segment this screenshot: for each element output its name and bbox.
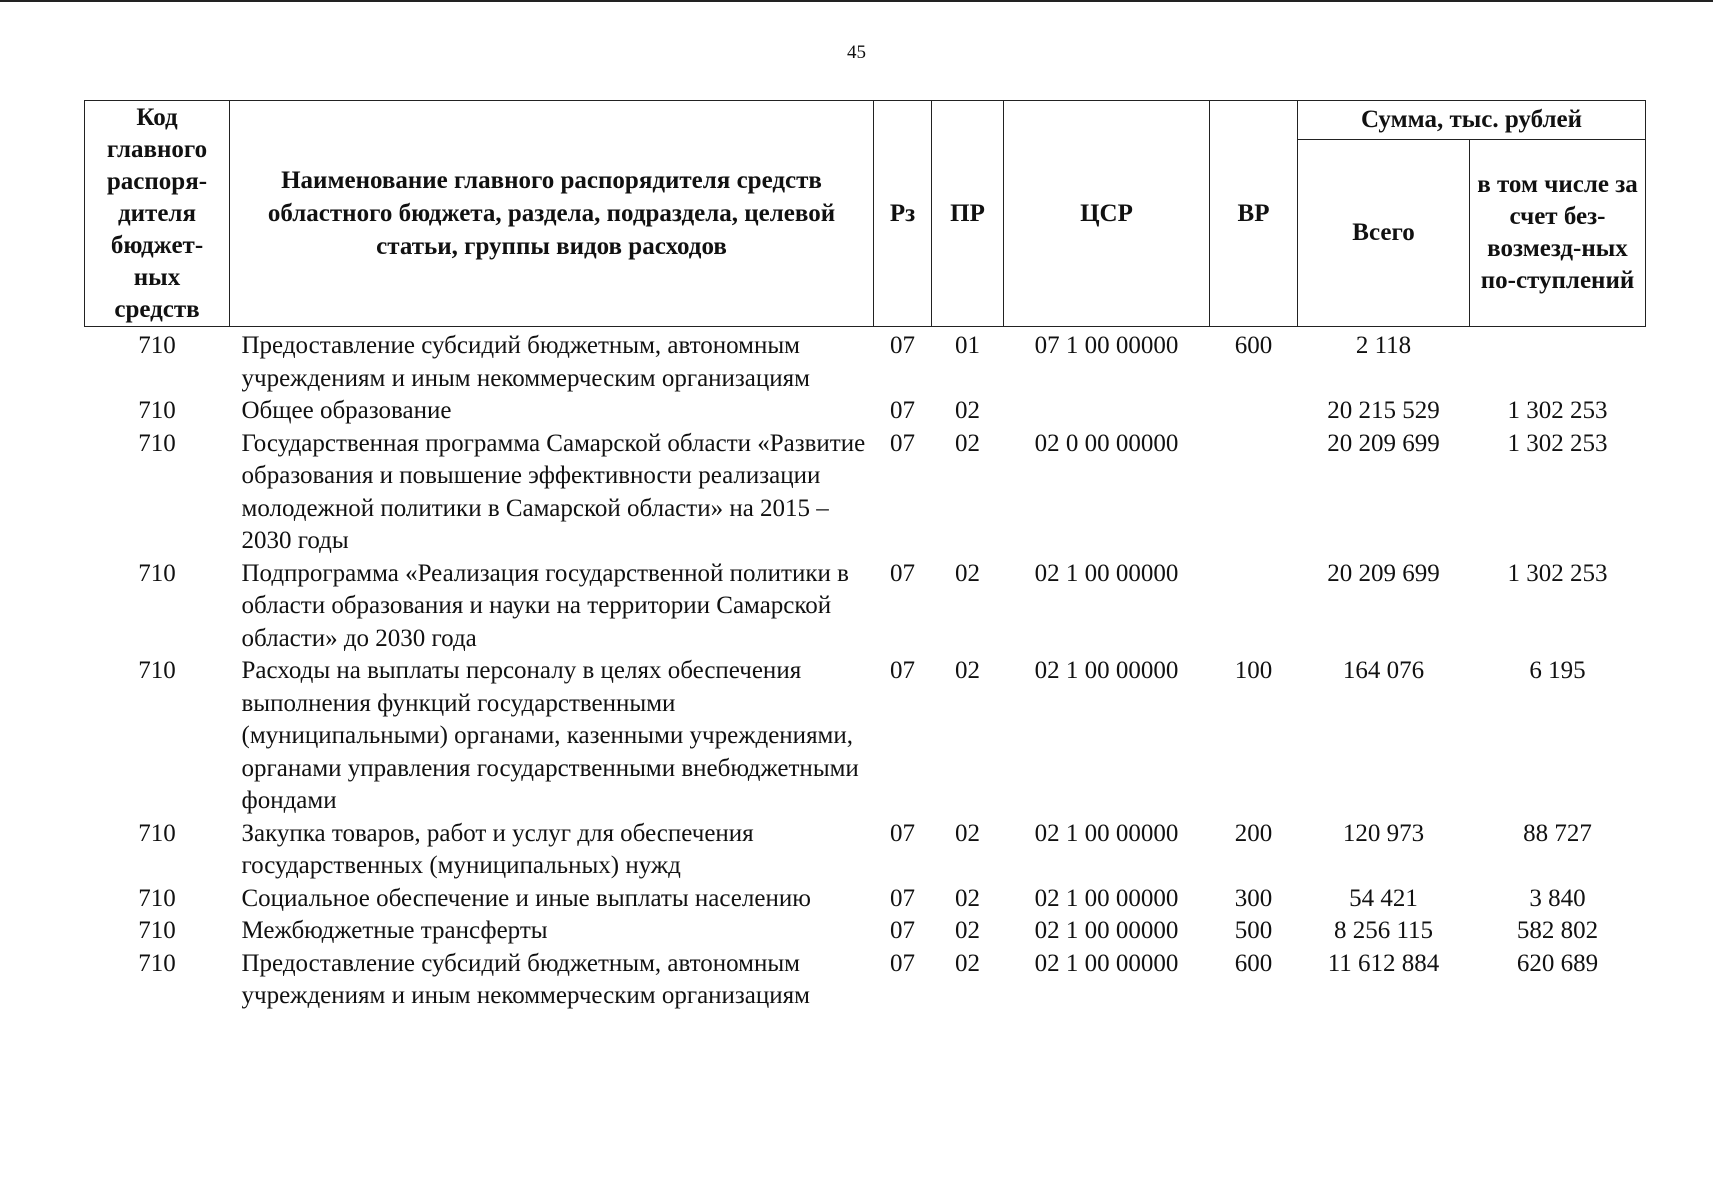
table-row (85, 327, 1646, 396)
header-pr: ПР (932, 101, 1004, 327)
cell-code: 710 (138, 657, 176, 684)
cell-vr: 500 (1234, 917, 1273, 944)
cell-csr: 02 1 00 00000 (1034, 917, 1179, 944)
cell-code: 710 (138, 819, 176, 847)
cell-name: Предоставление субсидий бюджетным, автономным учреждениям и иным некоммерческим организациям (241, 332, 810, 392)
cell-grant: 1 302 253 (1507, 559, 1608, 587)
cell-vr (1210, 558, 1298, 656)
cell-total: 11 612 884 (1327, 949, 1440, 977)
budget-table (84, 100, 1646, 1013)
table-row (85, 818, 1646, 883)
header-code: Код главного распоря-дителя бюджет-ных средств (85, 101, 230, 327)
cell-pr: 02 (955, 884, 980, 912)
header-rz: Рз (874, 101, 932, 327)
top-border-line (0, 0, 1713, 2)
cell-vr: 100 (1234, 657, 1273, 684)
header-csr: ЦСР (1004, 101, 1210, 327)
cell-name: Расходы на выплаты персоналу в целях обеспечения выполнения функций государственными (муниципальными) органами, казенными учреждениями, органами управления государственными внебюджетными фондами (241, 657, 859, 814)
cell-rz: 07 (890, 429, 915, 457)
table-row (85, 395, 1646, 428)
cell-name: Общее образование (241, 397, 452, 424)
cell-vr: 300 (1234, 884, 1273, 912)
cell-pr: 02 (955, 429, 980, 457)
cell-rz: 07 (890, 397, 915, 424)
header-vr: ВР (1210, 101, 1298, 327)
cell-name: Предоставление субсидий бюджетным, автономным учреждениям и иным некоммерческим организациям (241, 949, 810, 1009)
cell-vr: 200 (1234, 819, 1273, 847)
cell-pr: 02 (955, 949, 980, 977)
cell-pr: 02 (955, 657, 980, 684)
header-grants: в том числе за счет без-возмезд-ных по-ступлений (1470, 140, 1646, 327)
cell-grant: 1 302 253 (1507, 397, 1608, 424)
cell-rz: 07 (890, 559, 915, 587)
cell-code: 710 (138, 332, 176, 359)
cell-code: 710 (138, 917, 176, 944)
cell-grant: 1 302 253 (1507, 429, 1608, 457)
cell-total: 54 421 (1349, 884, 1418, 912)
cell-rz: 07 (890, 949, 915, 977)
table-row (85, 915, 1646, 948)
cell-rz: 07 (890, 884, 915, 912)
cell-csr: 02 1 00 00000 (1034, 884, 1179, 912)
cell-pr: 02 (955, 559, 980, 587)
cell-name: Социальное обеспечение и иные выплаты населению (241, 884, 811, 912)
cell-total: 8 256 115 (1333, 917, 1434, 944)
cell-csr: 02 1 00 00000 (1034, 559, 1179, 587)
cell-name: Закупка товаров, работ и услуг для обеспечения государственных (муниципальных) нужд (241, 819, 754, 879)
cell-csr: 02 1 00 00000 (1034, 949, 1179, 977)
cell-csr: 02 1 00 00000 (1034, 819, 1179, 847)
cell-total: 20 209 699 (1327, 559, 1440, 587)
cell-rz: 07 (890, 657, 915, 684)
cell-rz: 07 (890, 917, 915, 944)
cell-grant (1470, 327, 1646, 396)
table-row (85, 558, 1646, 656)
cell-pr: 02 (955, 819, 980, 847)
page-number: 45 (847, 42, 866, 63)
cell-vr: 600 (1234, 332, 1273, 359)
cell-code: 710 (138, 559, 176, 587)
table-row (85, 948, 1646, 1013)
cell-code: 710 (138, 884, 176, 912)
cell-csr: 02 0 00 00000 (1034, 429, 1179, 457)
cell-grant: 3 840 (1529, 884, 1586, 912)
table-row (85, 428, 1646, 558)
header-name: Наименование главного распорядителя средств областного бюджета, раздела, подраздела, целевой статьи, группы видов расходов (230, 101, 874, 327)
cell-total: 20 215 529 (1327, 397, 1440, 424)
cell-vr (1210, 395, 1298, 428)
cell-grant: 6 195 (1529, 657, 1586, 684)
cell-total: 2 118 (1355, 332, 1412, 359)
table-row (85, 655, 1646, 818)
cell-code: 710 (138, 949, 176, 977)
cell-grant: 582 802 (1516, 917, 1599, 944)
cell-pr: 02 (955, 397, 980, 424)
cell-name: Государственная программа Самарской области «Развитие образования и повышение эффективности реализации молодежной политики в Самарской области» на 2015 – 2030 годы (241, 429, 866, 554)
table-header (85, 101, 1646, 327)
cell-code: 710 (138, 429, 176, 457)
cell-vr: 600 (1234, 949, 1273, 977)
header-total: Всего (1298, 140, 1470, 327)
cell-csr: 02 1 00 00000 (1034, 657, 1179, 684)
cell-total: 164 076 (1342, 657, 1425, 684)
cell-code: 710 (138, 397, 176, 424)
header-sum-group: Сумма, тыс. рублей (1298, 101, 1646, 140)
cell-pr: 02 (955, 917, 980, 944)
table-row (85, 883, 1646, 916)
table-body (85, 327, 1646, 1013)
cell-grant: 88 727 (1523, 819, 1592, 847)
cell-name: Подпрограмма «Реализация государственной политики в области образования и науки на территории Самарской области» до 2030 года (241, 559, 849, 652)
cell-rz: 07 (890, 332, 915, 359)
cell-total: 20 209 699 (1327, 429, 1440, 457)
cell-total: 120 973 (1342, 819, 1425, 847)
cell-grant: 620 689 (1516, 949, 1599, 977)
cell-csr: 07 1 00 00000 (1034, 332, 1179, 359)
cell-name: Межбюджетные трансферты (241, 917, 548, 944)
cell-rz: 07 (890, 819, 915, 847)
cell-pr: 01 (955, 332, 980, 359)
cell-vr (1210, 428, 1298, 558)
cell-csr (1004, 395, 1210, 428)
